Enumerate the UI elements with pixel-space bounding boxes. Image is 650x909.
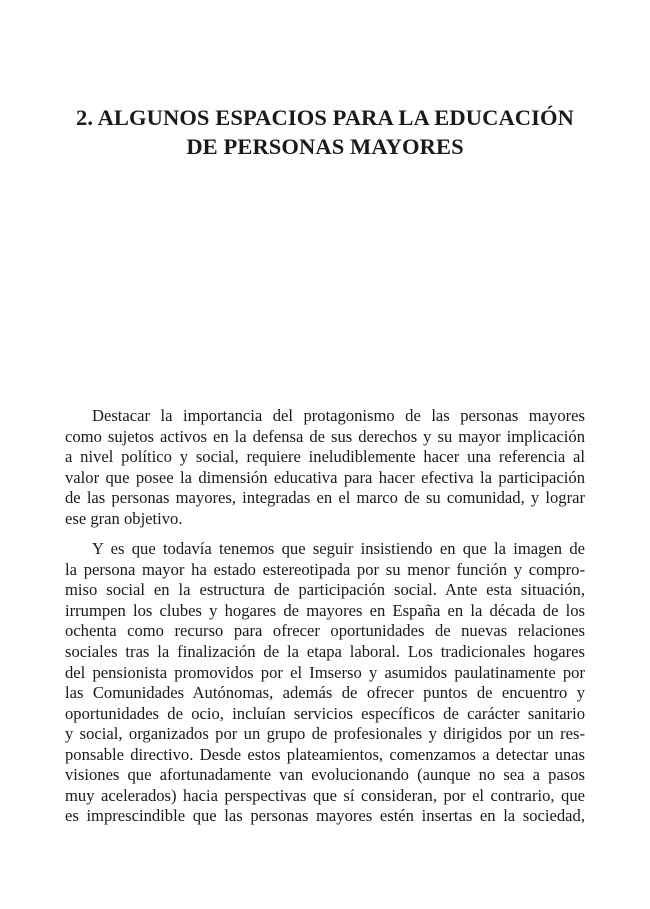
paragraph-1-line: ese gran objetivo.	[65, 508, 183, 528]
paragraph-1-line: Destacar la importancia del protagonismo de las personas mayores	[92, 406, 585, 425]
chapter-title-line-2: DE PERSONAS MAYORES	[186, 134, 464, 159]
paragraph-1-line: valor que posee la dimensión educativa para hacer efectiva la participación	[65, 467, 585, 487]
chapter-title-line-1: 2. ALGUNOS ESPACIOS PARA LA EDUCACIÓN	[76, 105, 574, 130]
paragraph-2-line: miso social en la estructura de participación social. Ante esta situación,	[65, 580, 585, 600]
paragraph-2	[65, 539, 585, 827]
paragraph-2-line: la persona mayor ha estado estereotipada por su menor función y compro-	[65, 559, 585, 579]
paragraph-2-line: y social, organizados por un grupo de profesionales y dirigidos por un res-	[65, 724, 585, 744]
chapter-title	[60, 103, 590, 161]
paragraph-2-line: oportunidades de ocio, incluían servicios específicos de carácter sanitario	[65, 703, 585, 723]
paragraph-2-line: sociales tras la finalización de la etapa laboral. Los tradicionales hogares	[65, 642, 585, 662]
paragraph-1-line: de las personas mayores, integradas en el marco de su comunidad, y lograr	[65, 488, 585, 508]
paragraph-2-line: irrumpen los clubes y hogares de mayores en España en la década de los	[65, 600, 585, 620]
paragraph-2-line: muy acelerados) hacia perspectivas que sí consideran, por el contrario, que	[65, 785, 585, 805]
body-text	[65, 406, 585, 827]
paragraph-2-line: del pensionista promovidos por el Imserso y asumidos paulatinamente por	[65, 662, 585, 682]
paragraph-2-line: visiones que afortunadamente van evolucionando (aunque no sea a pasos	[65, 765, 585, 785]
paragraph-2-line: ponsable directivo. Desde estos plateamientos, comenzamos a detectar unas	[65, 744, 585, 764]
paragraph-2-line: es imprescindible que las personas mayores estén insertas en la sociedad,	[65, 806, 585, 826]
paragraph-2-line: ochenta como recurso para ofrecer oportunidades de nuevas relaciones	[65, 621, 585, 641]
paragraph-1-line: a nivel político y social, requiere ineludiblemente hacer una referencia al	[65, 447, 585, 467]
paragraph-1	[65, 406, 585, 529]
paragraph-2-line: las Comunidades Autónomas, además de ofrecer puntos de encuentro y	[65, 683, 585, 703]
paragraph-2-line: Y es que todavía tenemos que seguir insistiendo en que la imagen de	[92, 539, 585, 559]
paragraph-1-line: como sujetos activos en la defensa de sus derechos y su mayor implicación	[65, 426, 585, 446]
